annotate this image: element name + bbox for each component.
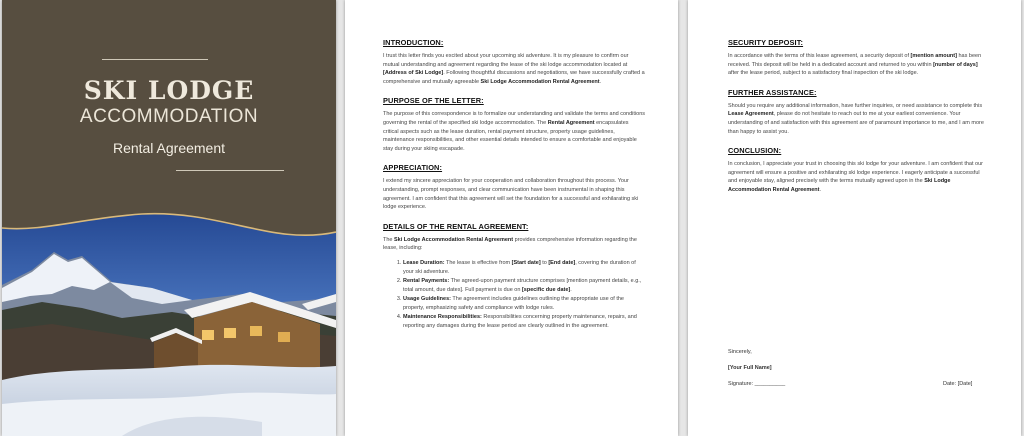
intro-paragraph: I trust this letter finds you excited about your upcoming ski adventure. It is my pleasure to confirm our mutual understanding and agreement regarding the lease of the ski lodge accommodation located at [Address of Ski Lodge]. Following thoughtful discussions and negotiations, we have successfully crafted a comprehensive and mutually agreeable Ski Lodge Accommodation Rental Agreement. [383,53,645,85]
cover-document-type: Rental Agreement [112,140,226,156]
page-body [383,38,645,332]
section-heading: PURPOSE OF THE LETTER: [383,96,484,106]
conclusion-paragraph: In conclusion, I appreciate your trust in choosing this ski lodge for your adventure. I am confident that our agreement will ensure a positive and exhilarating ski lodge experience. I eagerly anticipate a successful and enjoyable stay, aligned precisely with the terms mutually agreed upon in the Ski Lodge Accommodation Rental Agreement. [728,161,983,193]
cover-rule-bottom [176,170,284,171]
section-heading: FURTHER ASSISTANCE: [728,87,817,97]
signer-name: [Your Full Name] [728,365,772,371]
purpose-paragraph: The purpose of this correspondence is to formalize our understanding and validate the terms and conditions governing the rental of the specified ski lodge accommodation. The Rental Agreement encapsulates critical aspects such as the lease duration, rental payment structure, property usage guidelines, maintenance responsibilities, and other essential details intended to ensure a comfortable and enjoyable stay during your skiing escapade. [383,111,646,152]
deposit-paragraph: In accordance with the terms of this lease agreement, a security deposit of [mention amount] has been received. This deposit will be held in a dedicated account and returned to you within [number of days] after the lease period, subject to a satisfactory final inspection of the ski lodge. [728,53,982,77]
section-heading: SECURITY DEPOSIT: [728,38,804,47]
list-item: 4. Maintenance Responsibilities: Responsibilities concerning property maintenance, repairs, and reporting any damages during the lease period are clearly outlined in the agreement. [403,313,645,330]
details-list [383,259,645,331]
letter-page-2 [688,0,1021,436]
cover-page [2,0,336,436]
section-heading: CONCLUSION: [728,146,782,156]
date-line: Date: [Date] [943,381,973,387]
section-heading: INTRODUCTION: [383,38,444,47]
closing-salutation: Sincerely, [728,349,752,355]
letter-page-1 [345,0,678,436]
section-heading: APPRECIATION: [383,163,443,173]
cover-title: SKI LODGE [83,76,255,105]
list-item: 1. Lease Duration: The lease is effective from [Start date] to [End date], covering the duration of your ski adventure. [403,259,645,276]
cover-subtitle: ACCOMMODATION [79,106,259,127]
details-paragraph: The Ski Lodge Accommodation Rental Agreement provides comprehensive information regarding the lease, including: [383,236,637,252]
assistance-paragraph: Should you require any additional information, have further inquiries, or need assistance to complete this Lease Agreement, please do not hesitate to reach out to me at your earliest convenience. Your understanding of and satisfaction with this agreement are of paramount importance to me, and I am more than happy to assist you. [728,102,984,135]
signature-line: Signature: __________ [728,381,786,387]
banner-wave [2,188,336,248]
section-heading: DETAILS OF THE RENTAL AGREEMENT: [383,221,529,231]
page-body [728,38,986,205]
appreciation-paragraph: I extend my sincere appreciation for your cooperation and collaboration throughout this process. Your understanding, prompt responses, and clear communication have been instrumental in shaping this agreement. I am confident that this agreement will set the foundation for a successful and exhilarating ski lodge experience. [383,178,639,211]
list-item: 2. Rental Payments: The agreed-upon payment structure comprises [mention payment details, e.g., total amount, due dates]. Full payment is due on [specific due date]. [403,277,645,294]
cover-rule-top [102,59,208,60]
list-item: 3. Usage Guidelines: The agreement includes guidelines outlining the appropriate use of the property, emphasizing safety and compliance with lodge rules. [403,295,645,312]
